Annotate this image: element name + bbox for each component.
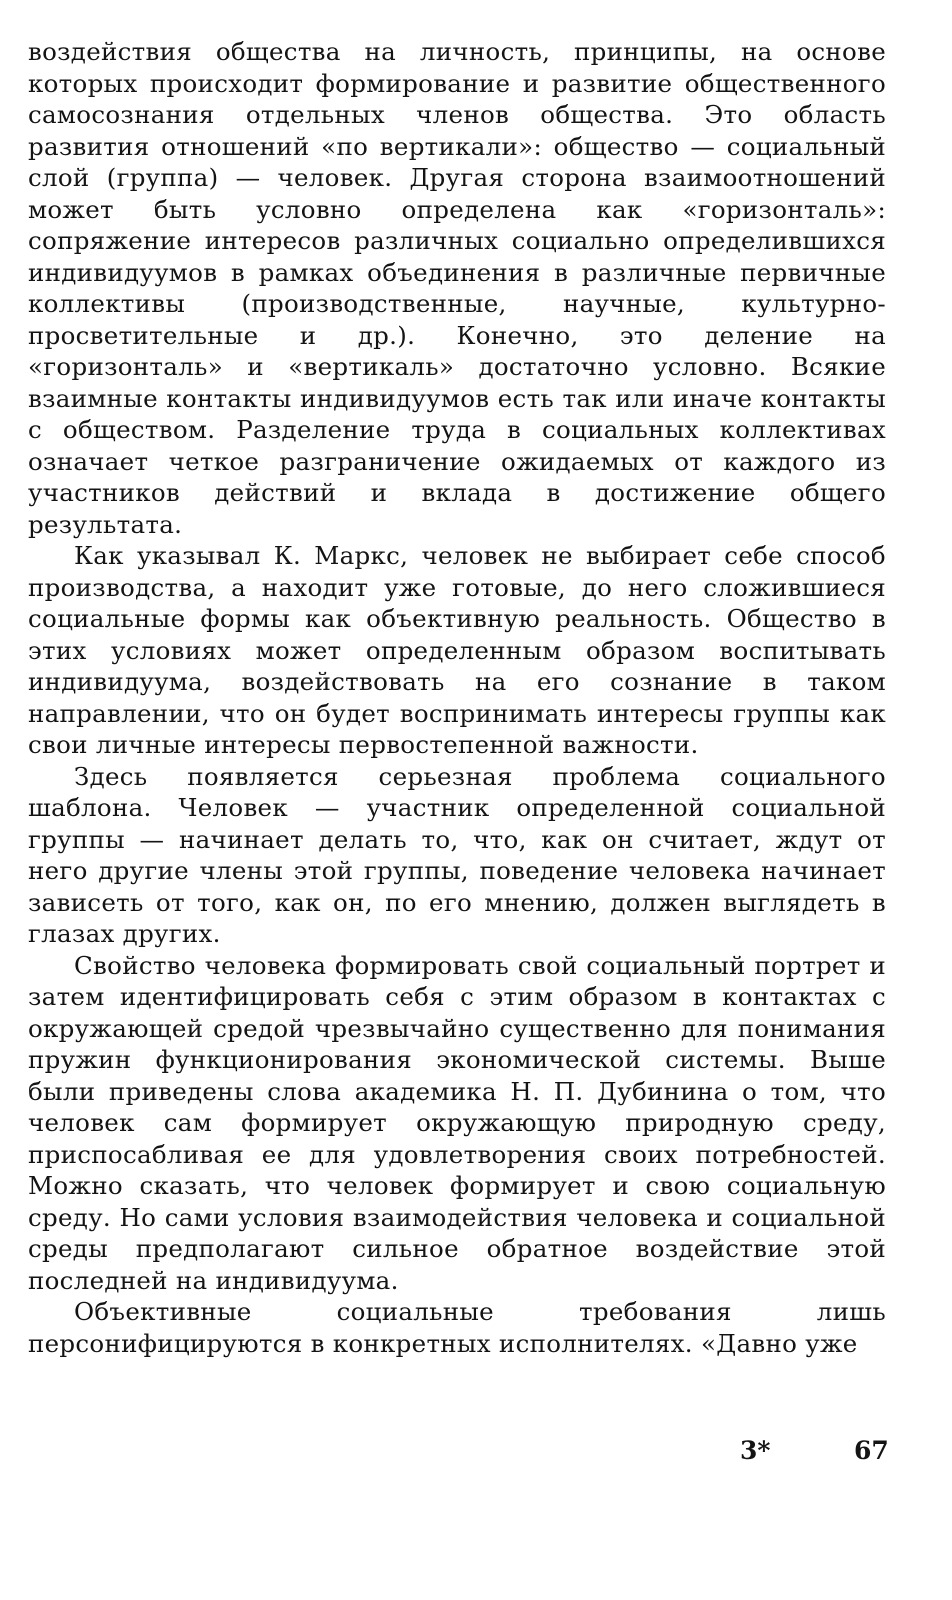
page-body <box>28 36 886 1359</box>
paragraph-5: Объективные социальные требования лишь персонифицируются в конкретных исполнителях. «Давно уже <box>28 1297 886 1358</box>
signature-mark: 3* <box>740 1436 771 1465</box>
page-footer <box>0 1436 952 1476</box>
paragraph-4: Свойство человека формировать свой социальный портрет и затем идентифицировать себя с этим образом в контактах с окружающей средой чрезвычайно существенно для понимания пружин функционирования экономической системы. Выше были приведены слова академика Н. П. Дубинина о том, что человек сам формирует окружающую природную среду, приспосабливая ее для удовлетворения своих потребностей. Можно сказать, что человек формирует и свою социальную среду. Но сами условия взаимодействия человека и социальной среды предполагают сильное обратное воздействие этой последней на индивидуума. <box>28 950 886 1295</box>
paragraph-1: воздействия общества на личность, принципы, на основе которых происходит формирование и развитие общественного самосознания отдельных членов общества. Это область развития отношений «по вертикали»: общество — социальный слой (группа) — человек. Другая сторона взаимоотношений может быть условно определена как «горизонталь»: сопряжение интересов различных социально определившихся индивидуумов в рамках объединения в различные первичные коллективы (производственные, научные, культурно-просветительные и др.). Конечно, это деление на «горизонталь» и «вертикаль» достаточно условно. Всякие взаимные контакты индивидуумов есть так или иначе контакты с обществом. Разделение труда в социальных коллективах означает четкое разграничение ожидаемых от каждого из участников действий и вклада в достижение общего результата. <box>28 37 886 539</box>
paragraph-3: Здесь появляется серьезная проблема социального шаблона. Человек — участник определенной социальной группы — начинает делать то, что, как он считает, ждут от него другие члены этой группы, поведение человека начинает зависеть от того, как он, по его мнению, должен выглядеть в глазах других. <box>28 761 886 948</box>
paragraph-2: Как указывал К. Маркс, человек не выбирает себе способ производства, а находит уже готовые, до него сложившиеся социальные формы как объективную реальность. Общество в этих условиях может определенным образом воспитывать индивидуума, воздействовать на его сознание в таком направлении, что он будет воспринимать интересы группы как свои личные интересы первостепенной важности. <box>28 541 886 759</box>
page-number: 67 <box>854 1436 889 1465</box>
